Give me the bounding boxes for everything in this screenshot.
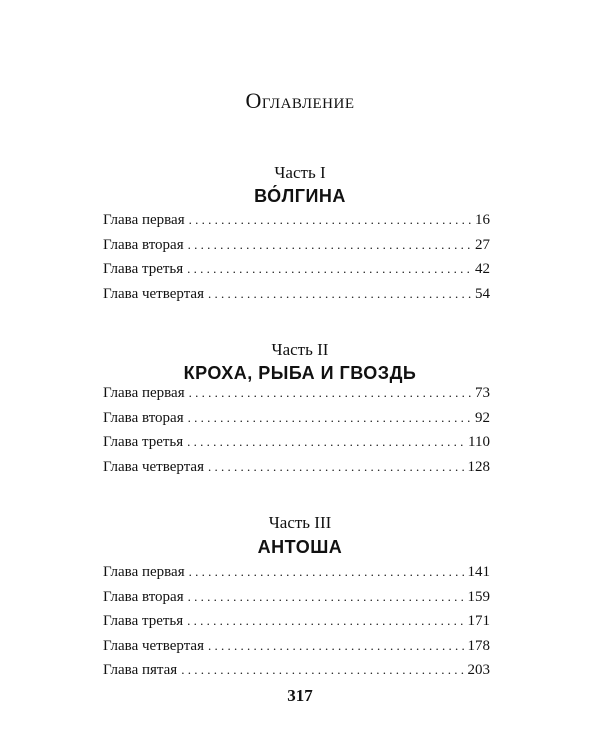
chapter-page: 178: [467, 637, 490, 654]
dot-leader: [189, 385, 473, 401]
dot-leader: [187, 434, 466, 450]
chapter-page: 27: [475, 236, 490, 253]
dot-leader: [189, 564, 466, 580]
chapter-label: Глава вторая: [103, 236, 184, 253]
part-name: ВО́ЛГИНА: [254, 186, 346, 206]
chapter-label: Глава третья: [103, 261, 184, 277]
toc-list: [103, 212, 490, 310]
dot-leader: [208, 459, 466, 475]
chapter-page: 159: [467, 588, 490, 605]
chapter-label: Глава четвертая: [103, 458, 204, 475]
chapter-label: Глава пятая: [103, 662, 178, 678]
chapter-page: 171: [467, 613, 490, 629]
chapter-page: 141: [467, 564, 490, 580]
toc-row[interactable]: [103, 459, 490, 484]
chapter-label: Глава первая: [103, 212, 185, 228]
part-label: Часть III: [268, 513, 332, 532]
part-label: Часть II: [271, 340, 329, 359]
toc-row[interactable]: [103, 638, 490, 663]
toc-row[interactable]: [103, 286, 490, 311]
chapter-label: Глава третья: [103, 613, 184, 629]
dot-leader: [181, 662, 465, 678]
dot-leader: [208, 638, 466, 654]
toc-row[interactable]: [103, 385, 490, 410]
toc-row[interactable]: [103, 662, 490, 687]
toc-list: [103, 564, 490, 687]
chapter-label: Глава четвертая: [103, 285, 204, 302]
chapter-label: Глава первая: [103, 564, 185, 580]
chapter-label: Глава вторая: [103, 409, 184, 426]
chapter-page: 16: [475, 212, 490, 228]
dot-leader: [188, 237, 473, 253]
chapter-page: 73: [475, 385, 490, 401]
dot-leader: [208, 286, 473, 302]
chapter-page: 54: [475, 285, 490, 302]
toc-row[interactable]: [103, 237, 490, 262]
chapter-page: 92: [475, 409, 490, 426]
toc-row[interactable]: [103, 589, 490, 614]
part-name: АНТОША: [257, 537, 343, 557]
chapter-page: 110: [468, 434, 490, 450]
page-number: 317: [287, 686, 313, 705]
chapter-label: Глава четвертая: [103, 637, 204, 654]
chapter-page: 42: [475, 261, 490, 277]
dot-leader: [187, 613, 465, 629]
dot-leader: [188, 410, 473, 426]
chapter-page: 128: [467, 458, 490, 475]
chapter-page: 203: [467, 662, 490, 678]
chapter-label: Глава третья: [103, 434, 184, 450]
dot-leader: [187, 261, 473, 277]
toc-row[interactable]: [103, 410, 490, 435]
toc-row[interactable]: [103, 434, 490, 459]
chapter-label: Глава первая: [103, 385, 185, 401]
part-label: Часть I: [274, 163, 326, 182]
toc-row[interactable]: [103, 613, 490, 638]
toc-row[interactable]: [103, 564, 490, 589]
toc-row[interactable]: [103, 261, 490, 286]
page-title: Оглавление: [245, 88, 355, 113]
toc-list: [103, 385, 490, 483]
dot-leader: [188, 589, 466, 605]
part-name: КРОХА, РЫБА И ГВОЗДЬ: [183, 363, 417, 383]
chapter-label: Глава вторая: [103, 588, 184, 605]
dot-leader: [189, 212, 473, 228]
toc-row[interactable]: [103, 212, 490, 237]
